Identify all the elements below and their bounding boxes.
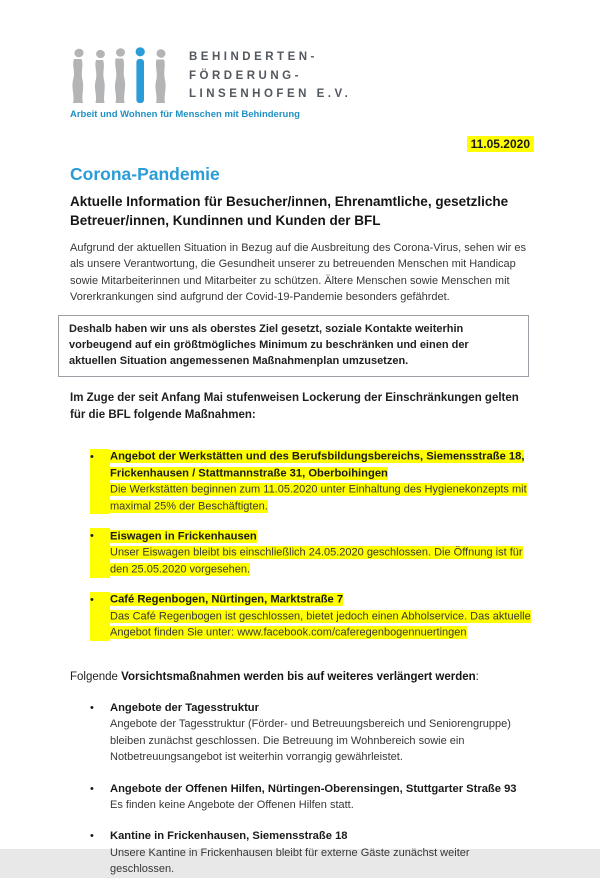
precautions-intro-suffix: : [475,670,479,683]
bullet-icon: • [90,449,110,515]
precautions-intro-prefix: Folgende [70,670,122,683]
org-name [189,48,351,104]
org-name-line2: FÖRDERUNG- [189,69,302,82]
bullet-icon: • [90,592,110,641]
bullet-icon: • [90,830,94,843]
measure-title: Eiswagen in Frickenhausen [110,530,257,543]
precaution-body: Unsere Kantine in Frickenhausen bleibt für externe Gäste zunächst weiter geschlossen. [110,846,470,876]
page-title: Corona-Pandemie [70,164,220,184]
precautions-intro [70,669,534,686]
list-item [70,781,534,814]
bullet-icon: • [90,782,94,795]
list-item [70,449,534,515]
date-row [70,135,534,153]
list-item [70,700,534,766]
header [70,46,534,104]
precaution-body: Es finden keine Angebote der Offenen Hilfen statt. [110,798,354,811]
precaution-title: Angebote der Tagesstruktur [110,701,259,714]
precautions-list [70,700,534,878]
measures-intro: Im Zuge der seit Anfang Mai stufenweisen Lockerung der Einschränkungen gelten für die BFL folgende Maßnahmen: [70,391,519,421]
list-item [70,528,534,577]
measures-list [70,449,534,641]
measure-title: Angebot der Werkstätten und des Berufsbildungsbereichs, Siemensstraße 18, Frickenhausen / Stattmannstraße 31, Oberboihingen [110,450,525,480]
measure-body: Das Café Regenbogen ist geschlossen, bietet jedoch einen Abholservice. Das aktuelle Angebot finden Sie unter: www.facebook.com/caferegenbogennuertingen [110,610,531,639]
bullet-icon: • [90,528,110,577]
list-item [70,828,534,877]
org-name-line1: BEHINDERTEN- [189,51,318,63]
org-tagline: Arbeit und Wohnen für Menschen mit Behinderung [70,109,300,120]
boxed-note: Deshalb haben wir uns als oberstes Ziel gesetzt, soziale Kontakte weiterhin vorbeugend auf ein größtmögliches Minimum zu beschränken und einen der aktuellen Situation angemessenen Maßnahmenplan umzusetzen. [58,315,529,377]
measure-body: Unser Eiswagen bleibt bis einschließlich 24.05.2020 geschlossen. Die Öffnung ist für den 25.05.2020 vorgesehen. [110,546,523,576]
org-name-line3: LINSENHOFEN E.V. [189,88,352,100]
measure-body: Die Werkstätten beginnen zum 11.05.2020 unter Einhaltung des Hygienekonzepts mit maximal 25% der Beschäftigten. [110,483,527,513]
precaution-body: Angebote der Tagesstruktur (Förder- und Betreuungsbereich und Seniorengruppe) bleiben zunächst geschlossen. Die Betreuung im Wohnbereich sowie ein Notbetreuungsangebot ist weiterhin vorrangig gewährleistet. [110,718,511,764]
precaution-title: Kantine in Frickenhausen, Siemensstraße 18 [110,830,348,843]
list-item [70,592,534,641]
precautions-intro-bold: Vorsichtsmaßnahmen werden bis auf weiteres verlängert werden [121,670,476,683]
page-subtitle: Aktuelle Information für Besucher/innen, Ehrenamtliche, gesetzliche Betreuer/innen, Kundinnen und Kunden der BFL [70,194,509,228]
measure-title: Café Regenbogen, Nürtingen, Marktstraße 7 [110,593,344,606]
precaution-title: Angebote der Offenen Hilfen, Nürtingen-Oberensingen, Stuttgarter Straße 93 [110,782,517,795]
people-figures-icon [70,46,175,104]
bullet-icon: • [90,701,94,714]
intro-paragraph: Aufgrund der aktuellen Situation in Bezug auf die Ausbreitung des Corona-Virus, sehen wir es als unsere Verantwortung, die Gesundheit unserer zu betreuenden Menschen mit Handicap sowie Mitarbeiterinnen und Mitarbeiter zu schützen. Ältere Menschen sowie Menschen mit Vorerkrankungen sind aufgrund der Covid-19-Pandemie besonders gefährdet. [70,242,526,304]
date-highlight: 11.05.2020 [467,136,534,152]
